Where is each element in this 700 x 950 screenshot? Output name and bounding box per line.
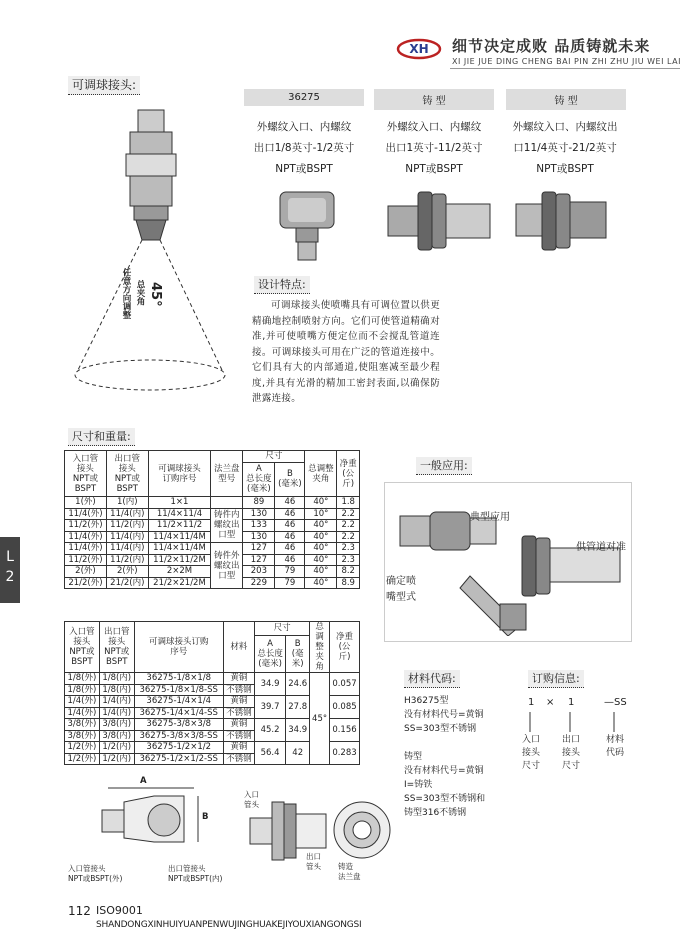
app-label-typical: 典型应用 [470,512,510,523]
app-label-pipe-align: 供管道对准 [576,542,626,553]
drawing-inlet-label: 入口管接头 NPT或BSPT(外) [68,864,123,883]
material-code-list: H36275型 没有材料代号=黄铜 SS=303型不锈钢 铸型 没有材料代号=黄铜 I=铸铁 SS=303型不锈钢和 铸型316不锈钢 [404,696,486,818]
table-row: 1/8(外) 1/8(内) 36275-1/8×1/8 黄铜 34.9 24.6 45° 0.057 [65,673,360,685]
brand-slogan-en: XI JIE JUE DING CHENG BAI PIN ZHI ZHU JIU WEI LAI [452,57,681,66]
order-legend-material: 材料 代码 [606,735,625,758]
brand-slogan-cn: 细节决定成败 品质铸就未来 [452,37,651,55]
table-row: 2(外) 2(外) 2×2M 203 79 40° 8.2 [65,566,360,578]
table-row: 11/4(外) 11/4(内) 11/4×11/4M 铸件外 螺纹出 口型 127 46 40° 2.3 [65,543,360,555]
order-legend-inlet: 入口 接头 尺寸 [522,735,541,771]
drawing-inlet2-label: 入口 管头 [244,790,259,809]
drawing-outlet2-label: 出口 管头 [306,852,321,871]
spec-table-cast: 入口管 接头 NPT或 BSPT 出口管 接头 NPT或 BSPT 可调球接头 订购序号 法兰盘 型号 尺寸 总调整 夹角 净重 (公 斤) A 总长度 (毫米) B (毫米) 1(外) 1(内) 1×1 89 46 40° 1.8 11/4(外) 11/4(内) 11/4×11/4 铸件内 螺纹出 口型 130 46 10° 2.2 11/2(外) 11/2(内) 11/2×11/2 133 46 40° 2.2 11/4(外) 11/4(内) 11/4×11/4M 130 46 40° 2.2 11/4(外) 11/4(内) 11/4×11/4M 铸件外 螺纹出 口型 127 46 40° 2.3 11/2(外) 11/2(内) 11/2×11/2M 127 46 40° 2.3 2(外) 2(外) 2×2M 203 79 40° 8.2 21/2(外) 21/2(内) 21/2×21/2M 229 79 40° 8.9 [64,450,360,589]
drawing-outlet-label: 出口管接头 NPT或BSPT(内) [168,864,223,883]
footer-company: SHANDONGXINHUIYUANPENWUJINGHUAKEJIYOUXIANGONGSI [96,920,362,930]
table-row: 11/2(外) 11/2(内) 11/2×11/2M 127 46 40° 2.3 [65,554,360,566]
drawing-cast-label: 铸造 法兰盘 [338,862,361,881]
material-code-title: 材料代码: [404,670,460,688]
header-rule [450,68,680,69]
product-image-cast-1 [384,186,494,256]
order-legend-outlet: 出口 接头 尺寸 [562,735,581,771]
angle-text-2: 任意方向调整 [121,268,131,319]
table-row: 1/2(外) 1/2(内) 36275-1/2×1/2-SS 不锈钢 [65,753,360,765]
drawing-a-label: A [140,776,147,786]
table-row: 1/8(外) 1/8(内) 36275-1/8×1/8-SS 不锈钢 [65,684,360,696]
side-tab: L 2 [0,537,20,603]
table-row: 21/2(外) 21/2(内) 21/2×21/2M 229 79 40° 8.9 [65,577,360,589]
product-image-36275 [272,186,342,266]
table-row: 3/8(外) 3/8(内) 36275-3/8×3/8-SS 不锈钢 [65,730,360,742]
features-text: 可调球接头使喷嘴具有可调位置以供更精确地控制喷射方向。它们可使管道精确对准,并可使喷嘴方便定位而不会搅乱管道连接。可调球接头可用在广泛的管道连接中。它们具有大的内部通道,使阻塞减至最少程度,并具有光滑的精加工密封表面,以确保防泄露连接。 [252,300,440,404]
order-info-title: 订购信息: [528,670,584,688]
table-row: 3/8(外) 3/8(内) 36275-3/8×3/8 黄铜 45.2 34.9 0.156 [65,719,360,731]
svg-text:XH: XH [409,42,429,56]
table-row: 1/2(外) 1/2(内) 36275-1/2×1/2 黄铜 56.4 42 0.283 [65,742,360,754]
drawing-b-label: B [202,812,209,822]
table-row: 1/4(外) 1/4(内) 36275-1/4×1/4-SS 不锈钢 [65,707,360,719]
order-leader-lines [524,710,634,736]
product-image-cast-2 [512,186,612,256]
features-title: 设计特点: [254,276,310,294]
footer-iso: ISO9001 [96,904,143,917]
product-col-3-head: 铸 型 [506,89,626,110]
table-row: 1(外) 1(内) 1×1 89 46 40° 1.8 [65,497,360,509]
footer-page-number: 112 [68,904,91,918]
table-row: 1/4(外) 1/4(内) 36275-1/4×1/4 黄铜 39.7 27.8 0.085 [65,696,360,708]
product-col-2-desc: 外螺纹入口、内螺纹 出口1英寸-11/2英寸 NPT或BSPT [385,121,483,175]
dims-title: 尺寸和重量: [68,428,135,446]
product-col-1-head: 36275 [244,89,364,106]
product-col-2-head: 铸 型 [374,89,494,110]
angle-label: 45° [148,282,163,307]
table-row: 11/2(外) 11/2(内) 11/2×11/2 133 46 40° 2.2 [65,520,360,532]
table-row: 11/4(外) 11/4(内) 11/4×11/4M 130 46 40° 2.2 [65,531,360,543]
spec-table-36275: 入口管 接头 NPT或 BSPT 出口管 接头 NPT或 BSPT 可调球接头订购 序号 材料 尺寸 总 调 整 夹 角 净重 (公 斤) A 总长度 (毫米) B (毫 米) 1/8(外) 1/8(内) 36275-1/8×1/8 黄铜 34.9 24.6 45° 0.057 1/8(外) 1/8(内) 36275-1/8×1/8-SS 不锈钢 1/4(外) 1/4(内) 36275-1/4×1/4 黄铜 39.7 27.8 0.085 1/4(外) 1/4(内) 36275-1/4×1/4-SS 不锈钢 3/8(外) 3/8(内) 36275-3/8×3/8 黄铜 45.2 34.9 0.156 3/8(外) 3/8(内) 36275-3/8×3/8-SS 不锈钢 1/2(外) 1/2(内) 36275-1/2×1/2 黄铜 56.4 42 0.283 1/2(外) 1/2(内) 36275-1/2×1/2-SS 不锈钢 [64,621,360,765]
page-title: 可调球接头: [68,76,140,95]
table-row: 11/4(外) 11/4(内) 11/4×11/4 铸件内 螺纹出 口型 130 46 10° 2.2 [65,508,360,520]
app-label-nozzle-2: 嘴型式 [386,592,416,603]
product-col-3-desc: 外螺纹入口、内螺纹出 口11/4英寸-21/2英寸 NPT或BSPT [512,121,618,175]
brand-logo [396,36,442,62]
product-col-1-desc: 外螺纹入口、内螺纹 出口1/8英寸-1/2英寸 NPT或BSPT [253,121,355,175]
app-label-nozzle-1: 确定喷 [386,576,416,587]
spray-cone-drawing [70,100,250,400]
technical-drawing-36275 [74,782,214,862]
applications-title: 一般应用: [416,457,472,475]
angle-text: 总夹角 [135,280,145,306]
applications-image [390,496,630,636]
